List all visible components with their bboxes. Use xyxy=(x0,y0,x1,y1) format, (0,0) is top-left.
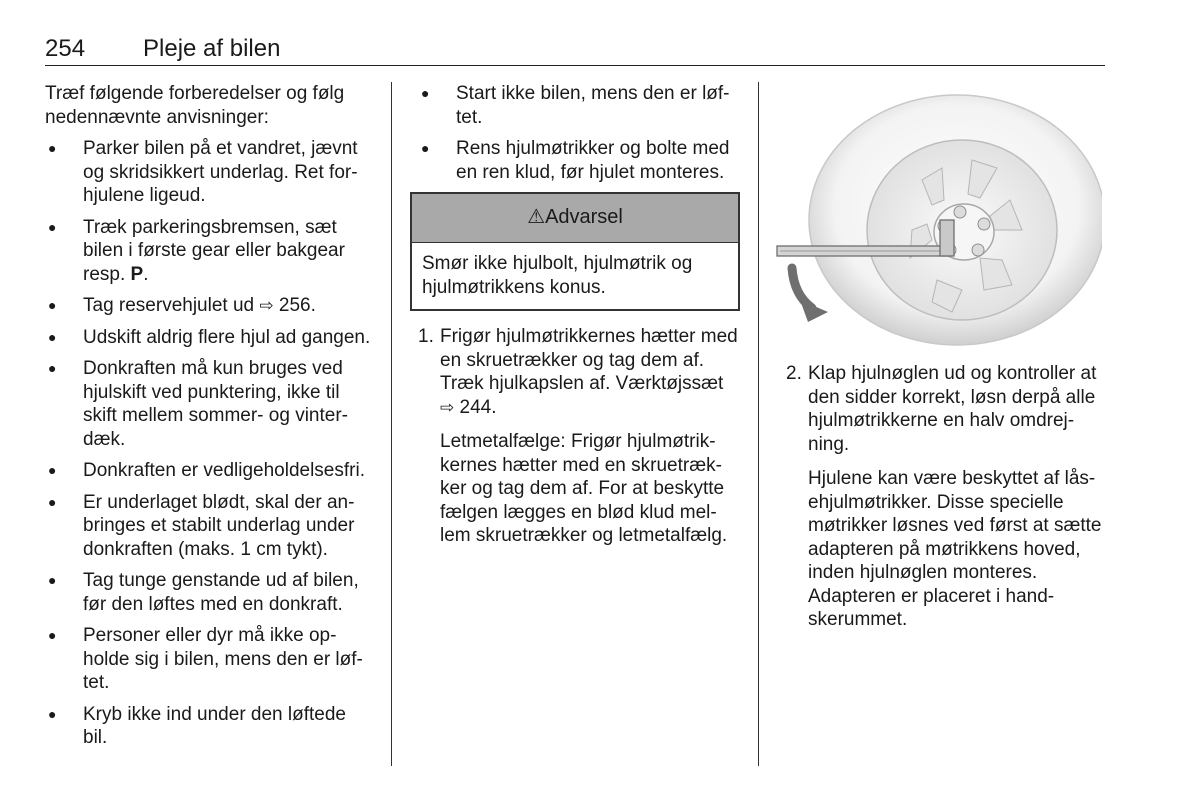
page-reference: 244. xyxy=(454,396,497,418)
column-left xyxy=(45,82,375,758)
warning-header xyxy=(412,194,738,243)
column-right xyxy=(786,362,1108,632)
step-note: Hjulene kan være beskyttet af låsehjulmøtrikker. Disse specielle møtrikker løsnes ved først at sætte adapteren på møtrikkens hoved, inden hjulnøglen monteres. Adapteren er placeret i handskerummet. xyxy=(808,468,1102,630)
list-item: ● Donkraften må kun bruges ved hjulskift ved punktering, ikke til skift mellem sommer- og vinterdæk. xyxy=(45,357,375,451)
wheel-wrench-illustration xyxy=(772,90,1102,352)
gear-symbol: P xyxy=(130,263,144,285)
step-item: 2. Klap hjulnøglen ud og kontroller at den sidder korrekt, løsn derpå alle hjulmøtrikkerne en halv omdrejning. Hjulene kan være beskyttet af låsehjulmøtrikker. Disse specielle møtrikker løsnes ved først at sætte adapteren på møtrikkens hoved, inden hjulnøglen monteres. Adapteren er placeret i handskerummet. xyxy=(786,362,1108,632)
list-item: ● Er underlaget blødt, skal der anbringes et stabilt underlag under donkraften (maks. 1 cm tykt). xyxy=(45,491,375,562)
step-list xyxy=(786,362,1108,632)
column-middle xyxy=(418,82,740,548)
page-ref-arrow-icon: ⇨ xyxy=(440,397,455,417)
chapter-title: Pleje af bilen xyxy=(143,35,281,62)
page-ref-arrow-icon: ⇨ xyxy=(259,296,274,315)
step-number: 2. xyxy=(786,363,802,384)
warning-title: Advarsel xyxy=(545,206,623,229)
page-reference: 256. xyxy=(273,295,316,316)
bullet-list xyxy=(418,82,740,184)
step-number: 1. xyxy=(418,326,434,347)
page-header xyxy=(45,33,1105,66)
list-item: ● Udskift aldrig flere hjul ad gangen. xyxy=(45,326,375,350)
column-divider xyxy=(758,82,759,766)
bullet-list xyxy=(45,137,375,750)
list-item: ● Træk parkeringsbremsen, sæt bilen i første gear eller bakgear resp. P. xyxy=(45,216,375,287)
warning-text: Smør ikke hjulbolt, hjulmøtrik og hjulmøtrikkens konus. xyxy=(422,253,693,298)
list-item: ● Start ikke bilen, mens den er løftet. xyxy=(418,82,740,129)
list-item: ● Personer eller dyr må ikke opholde sig i bilen, mens den er løftet. xyxy=(45,624,375,695)
step-item: 1. Frigør hjulmøtrikkernes hætter med en skruetrækker og tag dem af. Træk hjulkapslen af. Værktøjssæt ⇨ 244. Letmetalfælge: Frigør hjulmøtrikkernes hætter med en skruetrækker og tag dem af. For at beskytte fælgen lægges en blød klud mellem skruetrækker og letmetalfælg. xyxy=(418,325,740,548)
list-item: ● Tag reservehjulet ud ⇨ 256. xyxy=(45,294,375,318)
warning-triangle-icon: ⚠ xyxy=(527,206,546,229)
list-item: ● Parker bilen på et vandret, jævnt og skridsikkert underlag. Ret forhjulene ligeud. xyxy=(45,137,375,208)
step-note: Letmetalfælge: Frigør hjulmøtrikkernes hætter med en skruetrækker og tag dem af. For at beskytte fælgen lægges en blød klud mellem skruetrækker og letmetalfælg. xyxy=(440,431,728,546)
warning-box xyxy=(410,192,740,311)
step-list xyxy=(418,325,740,548)
column-divider xyxy=(391,82,392,766)
list-item: ● Donkraften er vedligeholdelsesfri. xyxy=(45,459,375,483)
intro-text: Træf følgende forberedelser og følg nedennævnte anvisninger: xyxy=(45,83,345,128)
list-item: ● Rens hjulmøtrikker og bolte med en ren klud, før hjulet monteres. xyxy=(418,137,740,184)
list-item: ● Kryb ikke ind under den løftede bil. xyxy=(45,703,375,750)
page-number: 254 xyxy=(45,35,86,62)
list-item: ● Tag tunge genstande ud af bilen, før den løftes med en donkraft. xyxy=(45,569,375,616)
